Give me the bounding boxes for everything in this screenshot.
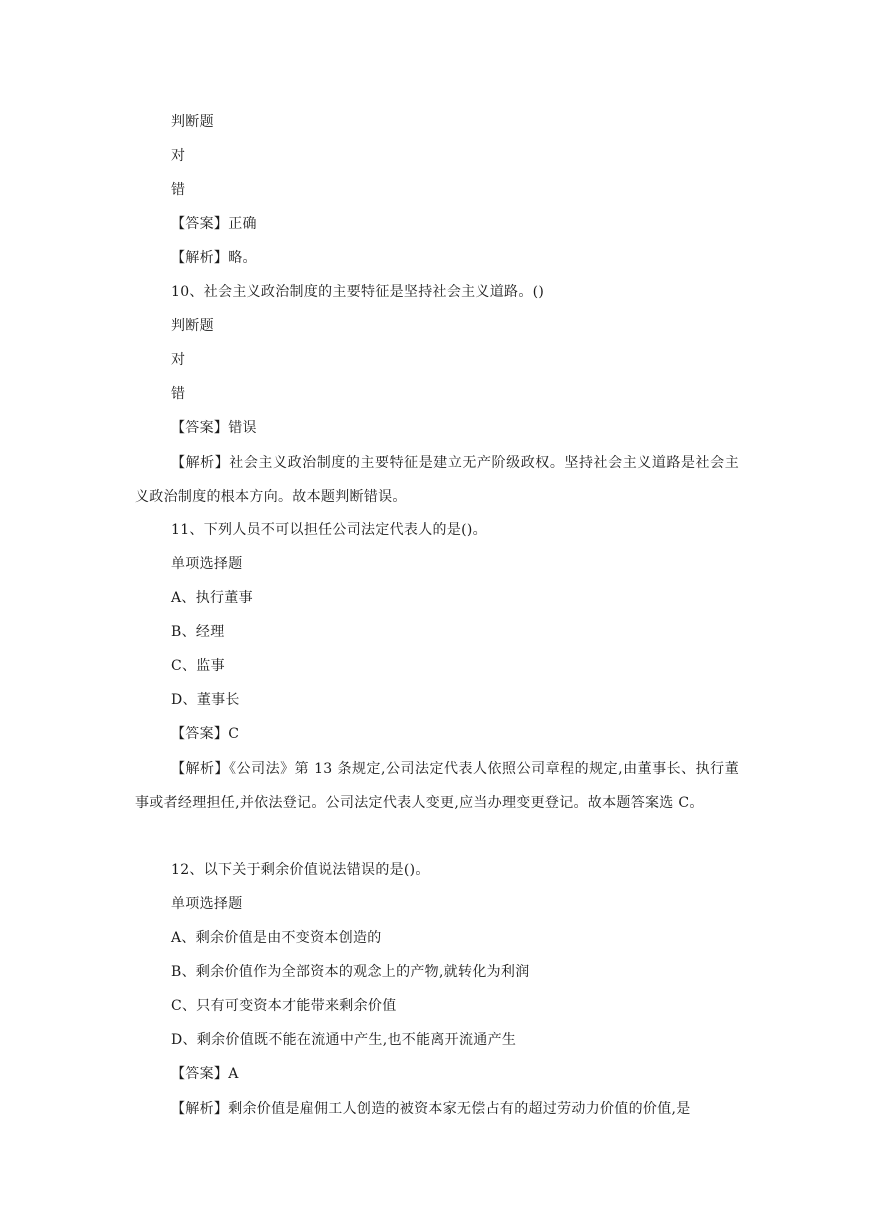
- answer: 【答案】A: [171, 1066, 239, 1082]
- option-a: A、剩余价值是由不变资本创造的: [171, 930, 382, 946]
- option-b: B、剩余价值作为全部资本的观念上的产物,就转化为利润: [171, 964, 530, 980]
- option-false: 错: [171, 386, 186, 402]
- question-type: 判断题: [171, 318, 214, 334]
- explanation-paragraph: 【解析】《公司法》第 13 条规定,公司法定代表人依照公司章程的规定,由董事长、执行董事或者经理担任,并依法登记。公司法定代表人变更,应当办理变更登记。故本题答案选 C。: [135, 761, 739, 811]
- option-c: C、只有可变资本才能带来剩余价值: [171, 998, 397, 1014]
- answer: 【答案】正确: [171, 216, 257, 232]
- answer: 【答案】错误: [171, 420, 257, 436]
- explanation: 【解析】略。: [171, 250, 257, 266]
- option-a: A、执行董事: [171, 590, 253, 606]
- option-true: 对: [171, 352, 186, 368]
- option-b: B、经理: [171, 624, 225, 640]
- answer: 【答案】C: [171, 726, 240, 742]
- option-c: C、监事: [171, 658, 225, 674]
- option-false: 错: [171, 182, 186, 198]
- question-type: 单项选择题: [171, 896, 243, 912]
- option-d: D、董事长: [171, 692, 240, 708]
- explanation-paragraph: 【解析】社会主义政治制度的主要特征是建立无产阶级政权。坚持社会主义道路是社会主义政治制度的根本方向。故本题判断错误。: [135, 455, 739, 505]
- question-type: 单项选择题: [171, 556, 243, 572]
- question-11: 11、下列人员不可以担任公司法定代表人的是()。: [171, 522, 487, 538]
- option-true: 对: [171, 148, 186, 164]
- question-12: 12、以下关于剩余价值说法错误的是()。: [171, 862, 430, 878]
- option-d: D、剩余价值既不能在流通中产生,也不能离开流通产生: [171, 1032, 517, 1048]
- explanation-paragraph: 【解析】剩余价值是雇佣工人创造的被资本家无偿占有的超过劳动力价值的价值,是: [171, 1101, 691, 1117]
- question-type: 判断题: [171, 114, 214, 130]
- question-10: 10、社会主义政治制度的主要特征是坚持社会主义道路。(): [171, 284, 545, 300]
